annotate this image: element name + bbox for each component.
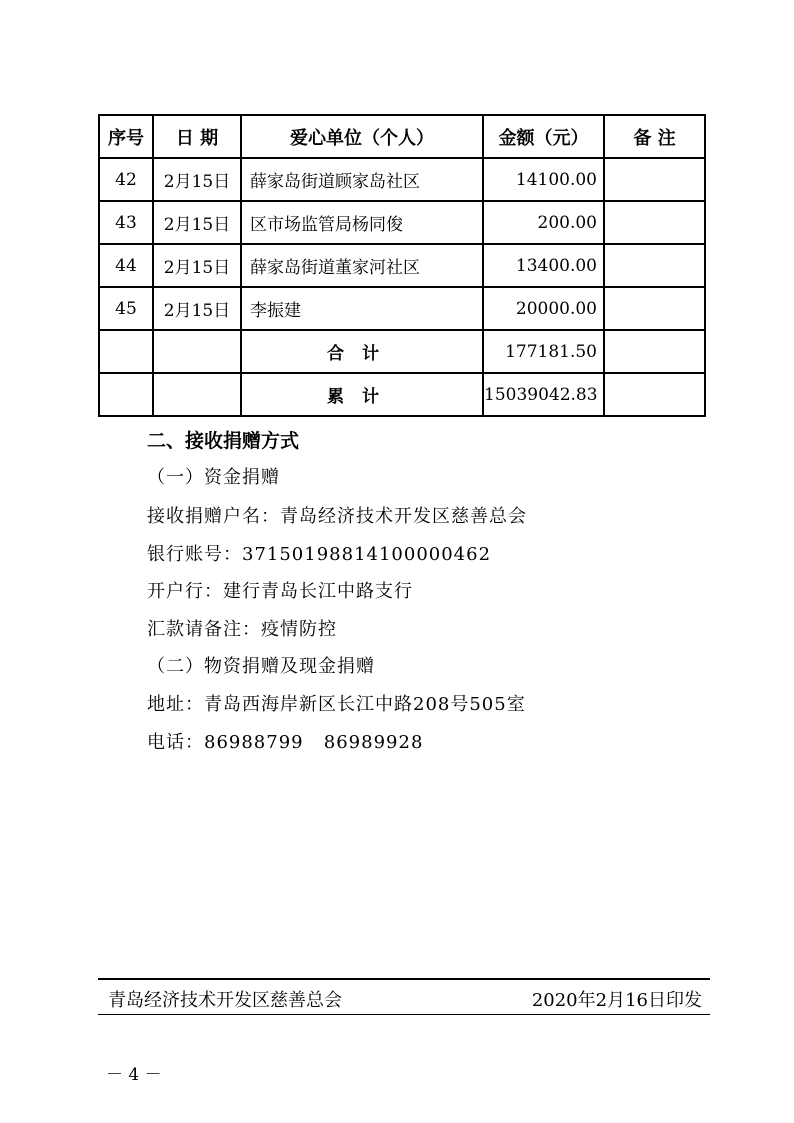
- phone: 电话：86988799 86989928: [147, 732, 424, 753]
- cumulative-row: [99, 373, 705, 416]
- bank-branch: 开户行：建行青岛长江中路支行: [147, 581, 413, 602]
- cumulative-label: 累计: [241, 373, 483, 416]
- row-serial: 42: [99, 158, 153, 201]
- row-serial: 44: [99, 244, 153, 287]
- row-note: [604, 201, 705, 244]
- subtotal-note-cell: [604, 330, 705, 373]
- subtotal-serial-cell: [99, 330, 153, 373]
- row-date: 2月15日: [153, 287, 241, 330]
- row-amount: 20000.00: [483, 287, 604, 330]
- row-note: [604, 244, 705, 287]
- footer-issue-date: 2020年2月16日印发: [531, 990, 702, 1011]
- header-serial: 序号: [99, 115, 153, 158]
- table-row: [99, 158, 705, 201]
- row-donor: 薛家岛街道顾家岛社区: [241, 158, 483, 201]
- transfer-remark: 汇款请备注：疫情防控: [147, 619, 337, 640]
- row-donor: 李振建: [241, 287, 483, 330]
- row-donor: 区市场监管局杨同俊: [241, 201, 483, 244]
- subtotal-amount: 177181.50: [483, 330, 604, 373]
- subtotal-date-cell: [153, 330, 241, 373]
- footer-divider-top: [98, 978, 710, 980]
- account-number: 银行账号：37150198814100000462: [147, 544, 492, 565]
- row-note: [604, 158, 705, 201]
- header-note: 备 注: [604, 115, 705, 158]
- table-row: [99, 201, 705, 244]
- table-row: [99, 287, 705, 330]
- table-header-row: [99, 115, 705, 158]
- subtotal-row: [99, 330, 705, 373]
- row-amount: 200.00: [483, 201, 604, 244]
- footer-organization: 青岛经济技术开发区慈善总会: [108, 990, 342, 1011]
- subtotal-label: 合计: [241, 330, 483, 373]
- goods-donation-heading: （二）物资捐赠及现金捐赠: [147, 656, 375, 677]
- cumulative-amount: 15039042.83: [483, 373, 604, 416]
- table-row: [99, 244, 705, 287]
- page-number: － 4 －: [106, 1065, 162, 1085]
- row-date: 2月15日: [153, 201, 241, 244]
- row-note: [604, 287, 705, 330]
- row-donor: 薛家岛街道董家河社区: [241, 244, 483, 287]
- cumulative-serial-cell: [99, 373, 153, 416]
- row-amount: 14100.00: [483, 158, 604, 201]
- address: 地址：青岛西海岸新区长江中路208号505室: [147, 694, 526, 715]
- row-date: 2月15日: [153, 158, 241, 201]
- cash-donation-heading: （一）资金捐赠: [147, 467, 280, 488]
- footer-divider-bottom: [98, 1014, 710, 1015]
- row-date: 2月15日: [153, 244, 241, 287]
- row-serial: 45: [99, 287, 153, 330]
- header-date: 日 期: [153, 115, 241, 158]
- section-title: 二、接收捐赠方式: [147, 430, 300, 452]
- row-serial: 43: [99, 201, 153, 244]
- account-name: 接收捐赠户名：青岛经济技术开发区慈善总会: [147, 506, 527, 527]
- cumulative-date-cell: [153, 373, 241, 416]
- cumulative-note-cell: [604, 373, 705, 416]
- header-amount: 金额（元）: [483, 115, 604, 158]
- row-amount: 13400.00: [483, 244, 604, 287]
- header-donor: 爱心单位（个人）: [241, 115, 483, 158]
- donation-table: [98, 114, 706, 417]
